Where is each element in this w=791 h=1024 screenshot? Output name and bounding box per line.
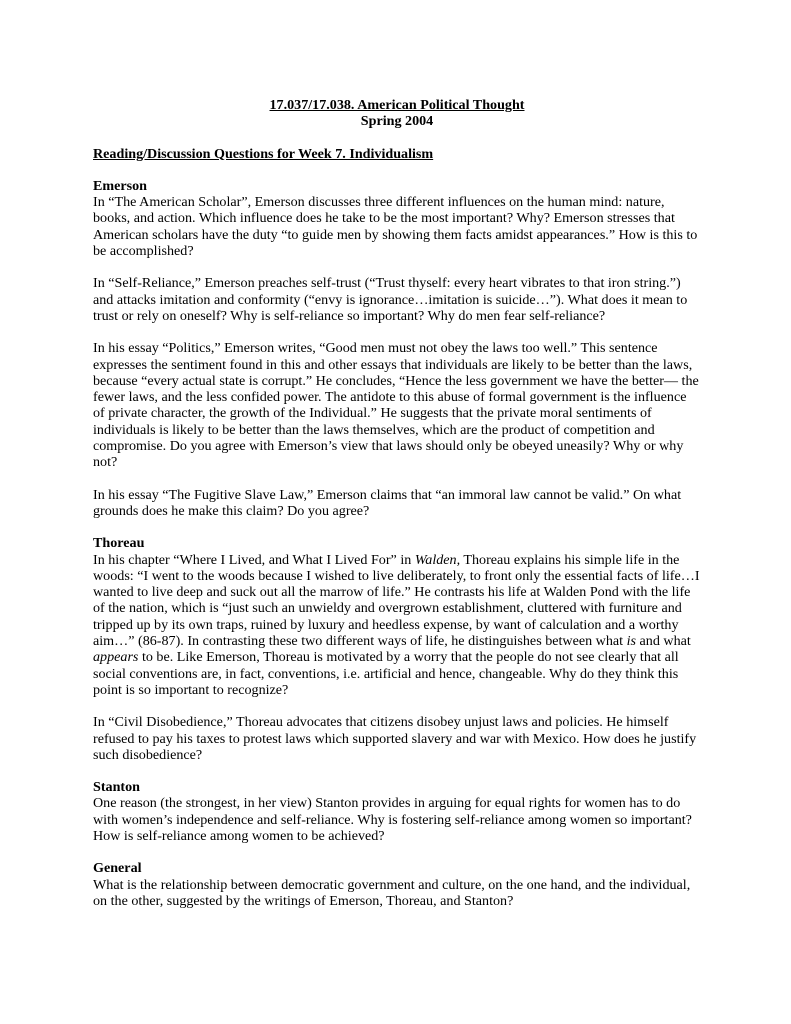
section-heading-stanton: Stanton [93,779,140,796]
section-general [93,860,701,909]
thoreau-p1-text-c: and what [636,633,691,650]
section-thoreau [93,535,701,763]
emphasis-is: is [626,633,637,650]
document-header [93,97,701,130]
course-title: 17.037/17.038. American Political Thought [269,97,525,113]
section-emerson [93,178,701,519]
thoreau-p1-text-d: to be. Like Emerson, Thoreau is motivated by a worry that the people do not see clearly that all social conventions are, in fact, conventions, i.e. artificial and hence, changeable. Why do they think this point is so important to recognize? [93,649,679,698]
term-label: Spring 2004 [360,113,434,130]
section-stanton [93,779,701,844]
emerson-paragraph-4: In his essay “The Fugitive Slave Law,” Emerson claims that “an immoral law cannot be valid.” On what grounds does he make this claim? Do you agree? [93,486,682,519]
emerson-paragraph-2: In “Self-Reliance,” Emerson preaches self-trust (“Trust thyself: every heart vibrates to that iron string.”) and attacks imitation and conformity (“envy is ignorance…imitation is suicide…”). What does it mean to trust or rely on oneself? Why is self-reliance so important? Why do men fear self-reliance? [93,275,688,324]
section-heading-emerson: Emerson [93,177,148,194]
thoreau-p1-text-a: In his chapter “Where I Lived, and What I Lived For” in [93,551,415,568]
emerson-paragraph-3: In his essay “Politics,” Emerson writes, “Good men must not obey the laws too well.” This sentence expresses the sentiment found in this and other essays that individuals are likely to be better than the laws, because “every actual state is corrupt.” He concludes, “Hence the less government we have the better— the fewer laws, and the less confided power. The antidote to this abuse of formal government is the influence of private character, the growth of the Individual.” He suggests that the private moral sentiments of individuals is likely to be better than the laws themselves, which are the product of competition and compromise. Do you agree with Emerson’s view that laws should only be obeyed uneasily? Why or why not? [93,340,699,471]
thoreau-paragraph-2: In “Civil Disobedience,” Thoreau advocates that citizens disobey unjust laws and policies. He himself refused to pay his taxes to protest laws which supported slavery and war with Mexico. How does he justify such disobedience? [93,714,697,763]
stanton-paragraph-1: One reason (the strongest, in her view) Stanton provides in arguing for equal rights for women has to do with women’s independence and self-reliance. Why is fostering self-reliance among women so important? How is self-reliance among women to be achieved? [93,795,692,844]
thoreau-paragraph-1 [93,552,701,699]
week-title: Reading/Discussion Questions for Week 7. Individualism [93,145,434,162]
emphasis-appears: appears [93,649,139,666]
general-paragraph-1: What is the relationship between democratic government and culture, on the one hand, and the individual, on the other, suggested by the writings of Emerson, Thoreau, and Stanton? [93,876,691,909]
thoreau-p1-text-b: Thoreau explains his simple life in the woods: “I went to the woods because I wished to live deliberately, to front only the essential facts of life…I wanted to live deep and suck out all the marrow of life.” He contrasts his life at Walden Pond with the life of the nation, which is “just such an unwieldy and overgrown establishment, cluttered with furniture and tripped up by its own traps, ruined by luxury and heedless expense, by want of calculation and a worthy aim…” (86-87). In contrasting these two different ways of life, he distinguishes between what [93,551,700,650]
section-heading-thoreau: Thoreau [93,535,145,552]
emerson-paragraph-1: In “The American Scholar”, Emerson discusses three different influences on the human mind: nature, books, and action. Which influence does he take to be the most important? Why? Emerson stresses that American scholars have the duty “to guide men by showing them facts amidst appearances.” How is this to be accomplished? [93,194,698,260]
walden-title: Walden, [414,551,461,568]
section-heading-general: General [93,860,142,877]
